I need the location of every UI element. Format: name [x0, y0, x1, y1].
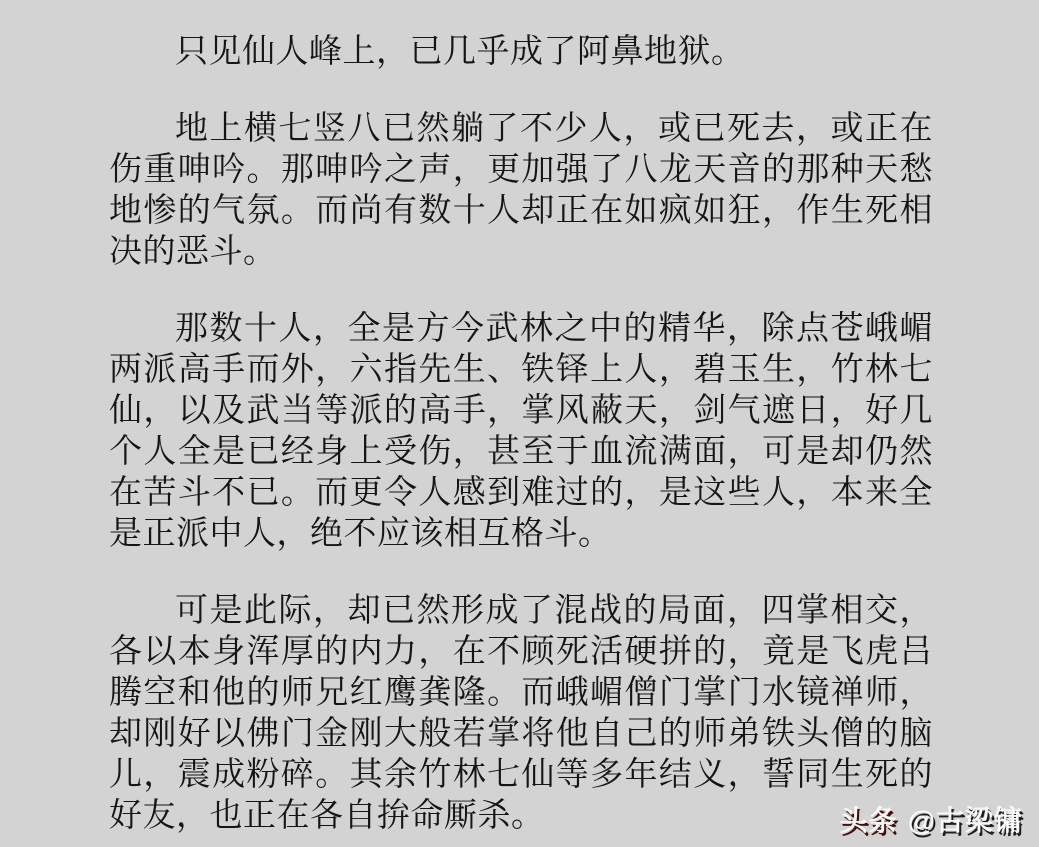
watermark-author-handle: @古梁镛 — [907, 805, 1023, 836]
paragraph: 只见仙人峰上，已几乎成了阿鼻地狱。 — [175, 32, 745, 69]
watermark-platform-label: 头条 — [839, 805, 898, 836]
paragraph: 地上横七竖八已然躺了不少人，或已死去，或正在伤重呻吟。那呻吟之声，更加强了八龙天音的那种天愁地惨的气氛。而尚有数十人却正在如疯如狂，作生死相决的恶斗。 — [109, 109, 933, 269]
paragraph: 可是此际，却已然形成了混战的局面，四掌相交，各以本身浑厚的内力，在不顾死活硬拼的，竟是飞虎吕腾空和他的师兄红鹰龚隆。而峨嵋僧门掌门水镜禅师，却刚好以佛门金刚大般若掌将他自己的师弟铁头僧的脑儿，震成粉碎。其余竹林七仙等多年结义，誓同生死的好友，也正在各自拚命厮杀。 — [109, 591, 933, 833]
toutiao-watermark — [840, 799, 1023, 839]
paragraph: 那数十人，全是方今武林之中的精华，除点苍峨嵋两派高手而外，六指先生、铁铎上人，碧玉生，竹林七仙，以及武当等派的高手，掌风蔽天，剑气遮日，好几个人全是已经身上受伤，甚至于血流满面，可是却仍然在苦斗不已。而更令人感到难过的，是这些人，本来全是正派中人，绝不应该相互格斗。 — [109, 309, 933, 551]
novel-text-block — [109, 30, 933, 835]
